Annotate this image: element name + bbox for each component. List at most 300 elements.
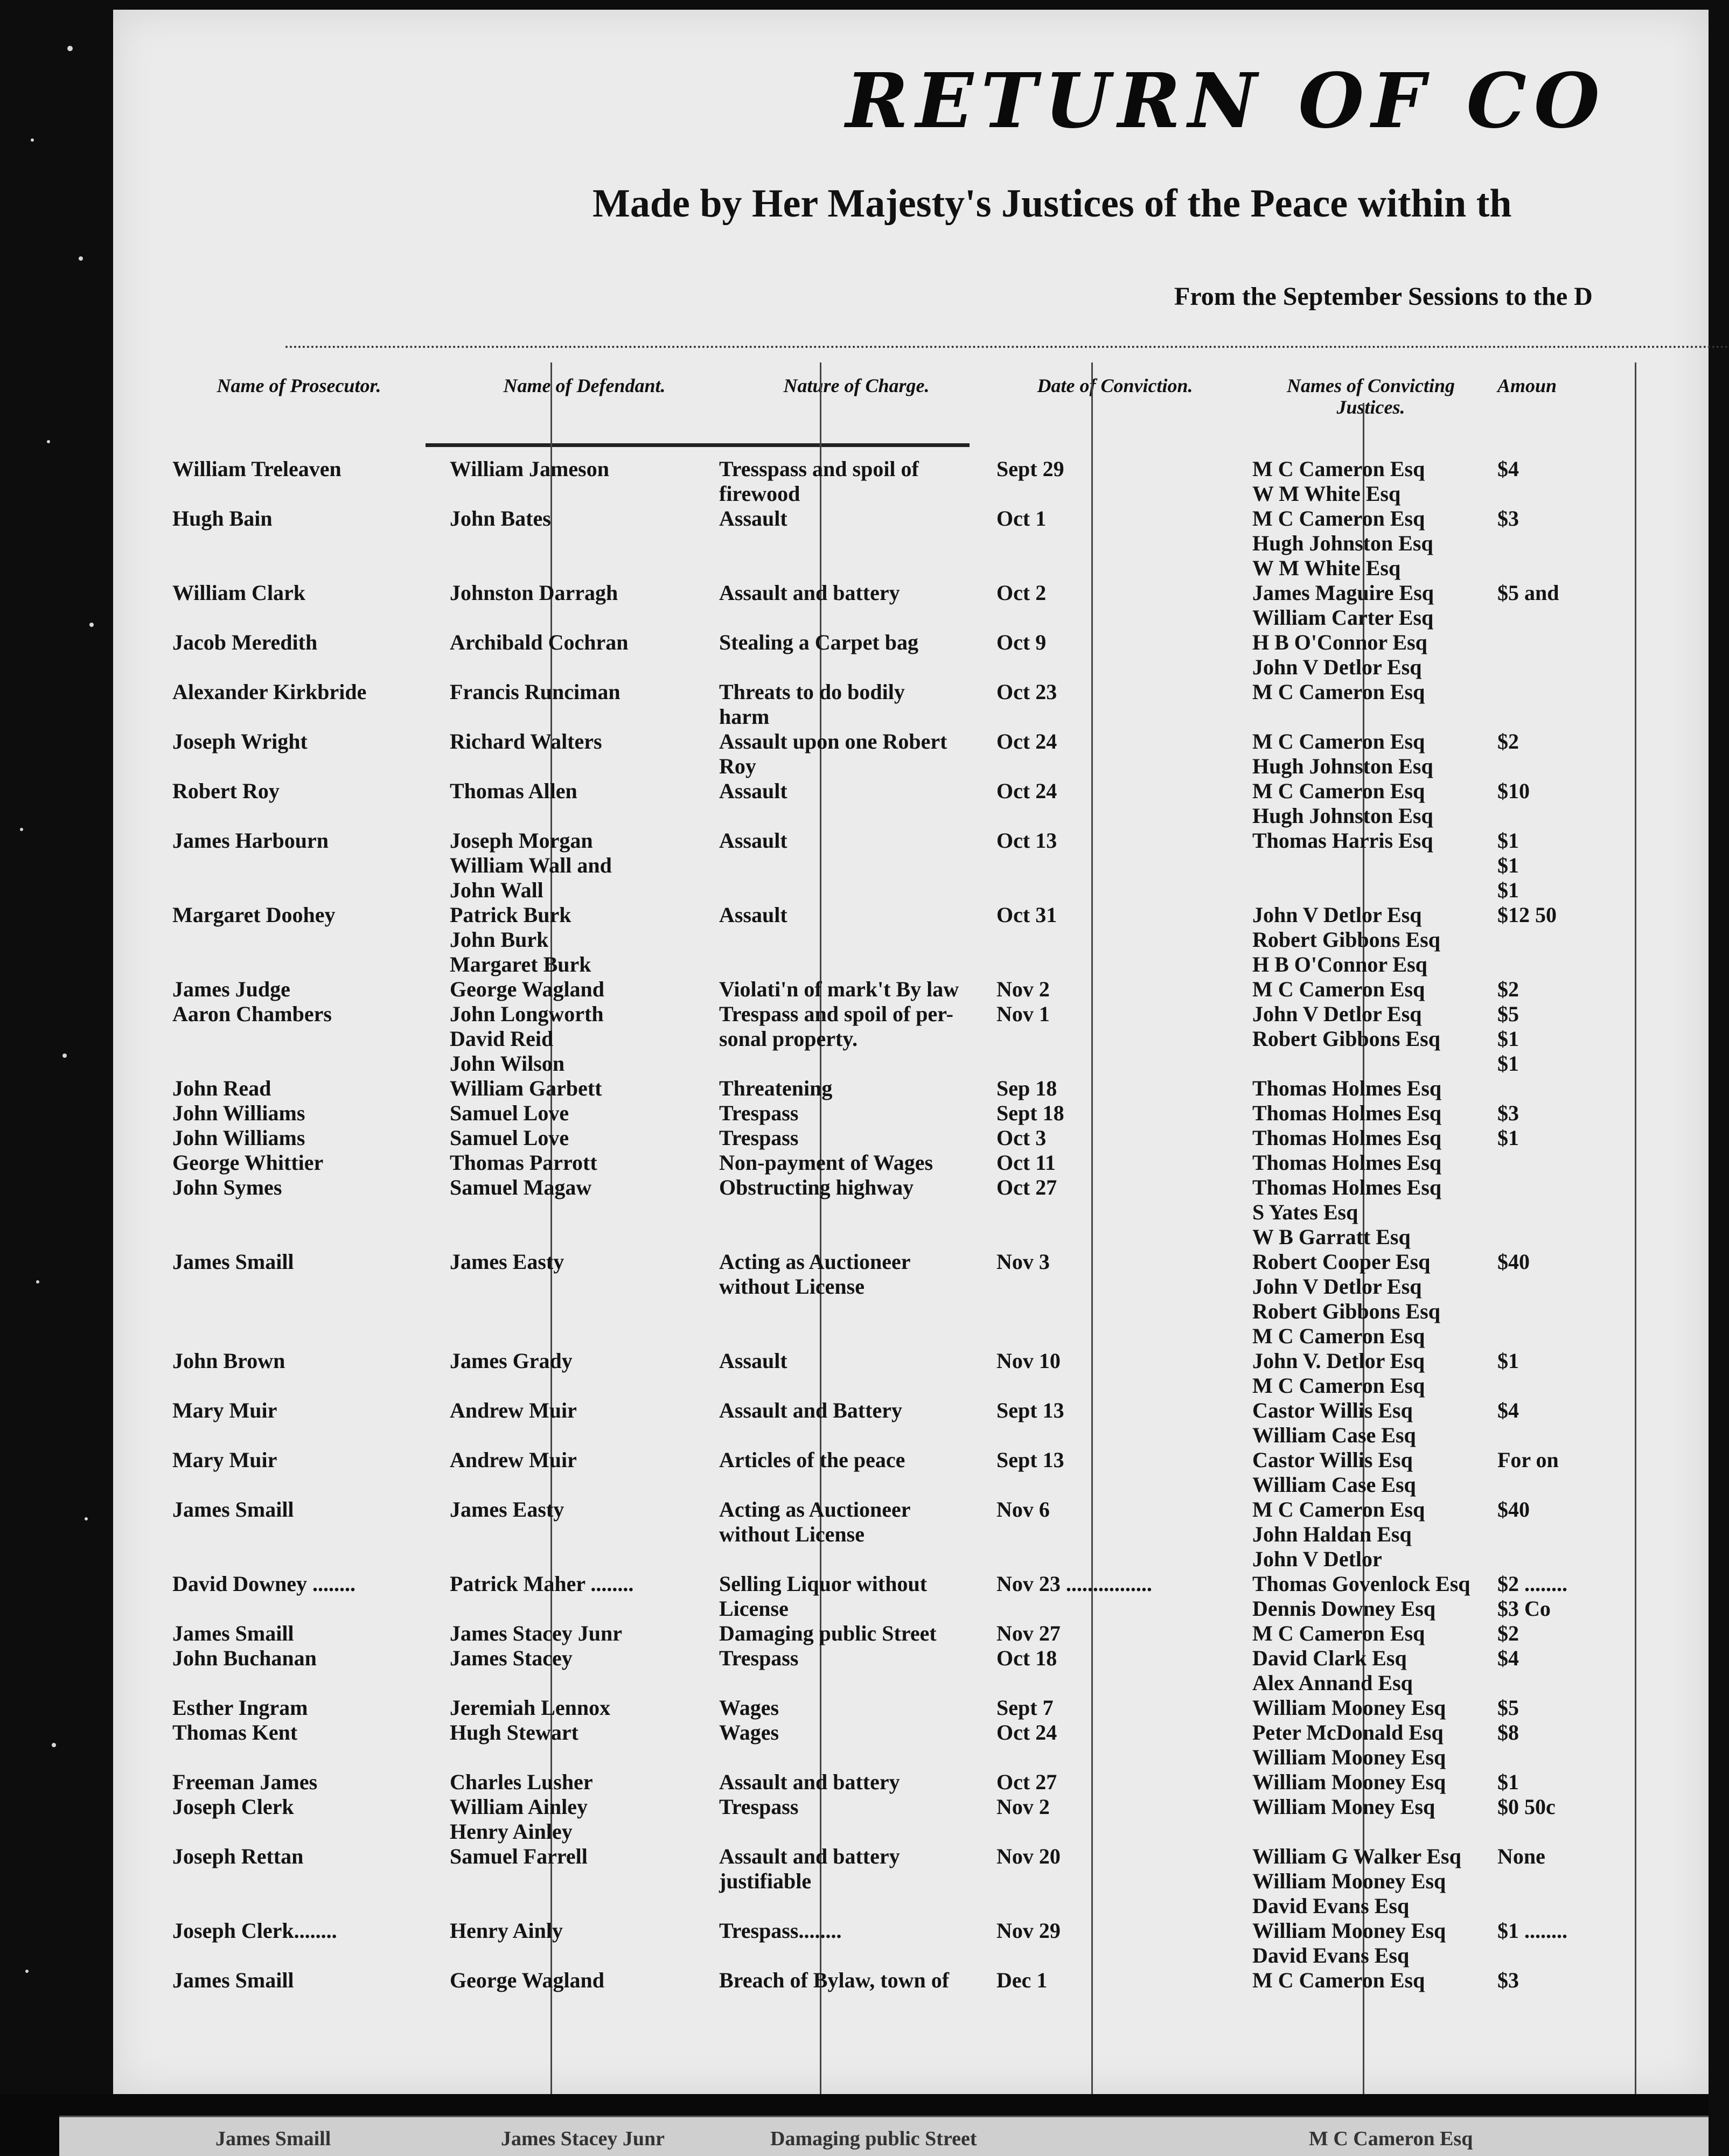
amount-cell [1497, 1497, 1713, 1522]
defendant-cell [450, 1572, 719, 1596]
date-cell [996, 1646, 1233, 1671]
defendant-cell [450, 1175, 719, 1200]
document-period: From the September Sessions to the D [1174, 282, 1593, 311]
justices-cell [1252, 1770, 1484, 1795]
amount-cell-line: $12 50 [1497, 903, 1557, 927]
charge-cell-line: Selling Liquor without [719, 1572, 928, 1596]
prosecutor-cell-line: Mary Muir [172, 1398, 277, 1422]
charge-cell [719, 680, 994, 729]
charge-cell-line: Assault [719, 903, 787, 927]
prosecutor-cell-line: Jacob Meredith [172, 630, 318, 654]
amount-cell-line: None [1497, 1844, 1545, 1868]
date-cell [996, 506, 1233, 531]
charge-cell [719, 457, 994, 506]
defendant-cell [450, 1126, 719, 1150]
charge-cell-line: Articles of the peace [719, 1448, 905, 1472]
amount-cell-line: $5 [1497, 1696, 1519, 1720]
charge-cell [719, 977, 994, 1002]
justices-cell-line: W B Garratt Esq [1252, 1225, 1411, 1249]
justices-cell-line: David Clark Esq [1252, 1646, 1407, 1670]
defendant-cell-line: Samuel Love [450, 1126, 569, 1150]
defendant-cell-line: Richard Walters [450, 729, 602, 753]
cut-row-strip [59, 2116, 1709, 2156]
header-justices: Names of Convicting Justices. [1287, 375, 1455, 418]
prosecutor-cell [172, 1696, 426, 1720]
prosecutor-cell-line: Joseph Rettan [172, 1844, 304, 1868]
date-cell [996, 1076, 1233, 1101]
charge-cell-line: License [719, 1596, 789, 1621]
date-cell-line: Oct 27 [996, 1770, 1057, 1794]
date-cell [996, 1126, 1233, 1150]
prosecutor-cell-line: John Read [172, 1076, 271, 1100]
defendant-cell-line: Henry Ainley [450, 1819, 573, 1844]
header-date: Date of Conviction. [1037, 375, 1193, 396]
prosecutor-cell [172, 1968, 426, 1993]
column-line [820, 362, 821, 2094]
charge-cell-line: justifiable [719, 1869, 812, 1893]
justices-cell-line: M C Cameron Esq [1252, 729, 1425, 753]
date-cell-line: Oct 24 [996, 1720, 1057, 1745]
justices-cell-line: William Mooney Esq [1252, 1696, 1446, 1720]
charge-cell-line: Assault [719, 506, 787, 531]
charge-cell-line: without License [719, 1274, 864, 1299]
justices-cell [1252, 1101, 1484, 1126]
defendant-cell [450, 779, 719, 804]
defendant-cell [450, 1646, 719, 1671]
defendant-cell-line: Johnston Darragh [450, 581, 618, 605]
charge-cell-line: Breach of Bylaw, town of [719, 1968, 950, 1992]
prosecutor-cell [172, 1770, 426, 1795]
defendant-cell-line: Joseph Morgan [450, 828, 593, 853]
charge-cell [719, 1968, 994, 1993]
prosecutor-cell [172, 1349, 426, 1373]
defendant-cell-line: Andrew Muir [450, 1448, 577, 1472]
defendant-cell-line: Henry Ainly [450, 1918, 563, 1943]
date-cell-line: Nov 6 [996, 1497, 1050, 1522]
justices-cell-line: William Carter Esq [1252, 605, 1434, 630]
justices-cell-line: John V Detlor Esq [1252, 1002, 1422, 1026]
defendant-cell [450, 1795, 719, 1844]
prosecutor-cell [172, 1795, 426, 1819]
amount-cell [1497, 506, 1713, 531]
charge-cell [719, 1398, 994, 1423]
defendant-cell-line: Patrick Burk [450, 903, 571, 927]
justices-cell-line: Thomas Holmes Esq [1252, 1175, 1442, 1199]
justices-cell-line: Hugh Johnston Esq [1252, 804, 1433, 828]
defendant-cell-line: John Wall [450, 878, 543, 902]
prosecutor-cell-line: John Symes [172, 1175, 282, 1199]
charge-cell-line: harm [719, 704, 770, 729]
charge-cell [719, 1448, 994, 1473]
amount-cell-line: $1 [1497, 1126, 1519, 1150]
justices-cell-line: William Mooney Esq [1252, 1745, 1446, 1769]
prosecutor-cell [172, 1398, 426, 1423]
defendant-cell-line: James Stacey Junr [450, 1621, 622, 1645]
date-cell-line: Sep 18 [996, 1076, 1057, 1100]
date-cell [996, 1844, 1233, 1869]
charge-cell [719, 581, 994, 605]
date-cell [996, 630, 1233, 655]
justices-cell-line: Robert Gibbons Esq [1252, 1299, 1440, 1323]
justices-cell-line: Robert Cooper Esq [1252, 1250, 1431, 1274]
charge-cell [719, 1076, 994, 1101]
charge-cell-line: Assault [719, 828, 787, 853]
header-defendant: Name of Defendant. [503, 375, 666, 396]
charge-cell [719, 1126, 994, 1150]
amount-cell-line: $5 [1497, 1002, 1519, 1026]
amount-cell-line: $1 [1497, 878, 1519, 902]
amount-cell [1497, 903, 1713, 927]
defendant-cell [450, 1720, 719, 1745]
amount-cell [1497, 581, 1713, 605]
date-cell-line: Oct 18 [996, 1646, 1057, 1670]
prosecutor-cell [172, 1621, 426, 1646]
date-cell-line: Oct 1 [996, 506, 1047, 531]
amount-cell [1497, 1918, 1713, 1943]
amount-cell-line: $1 [1497, 1027, 1519, 1051]
charge-cell-line: sonal property. [719, 1027, 858, 1051]
prosecutor-cell-line: Robert Roy [172, 779, 280, 803]
justices-cell [1252, 1448, 1484, 1497]
amount-cell-line: $3 Co [1497, 1596, 1551, 1621]
justices-cell-line: John V. Detlor Esq [1252, 1349, 1425, 1373]
justices-cell-line: Castor Willis Esq [1252, 1448, 1413, 1472]
justices-cell [1252, 977, 1484, 1002]
amount-cell-line: $5 and [1497, 581, 1559, 605]
defendant-cell [450, 977, 719, 1002]
charge-cell [719, 506, 994, 531]
defendant-cell-line: William Ainley [450, 1795, 588, 1819]
prosecutor-cell-line: James Smaill [172, 1250, 294, 1274]
date-cell [996, 581, 1233, 605]
defendant-cell [450, 1497, 719, 1522]
amount-cell-line: $40 [1497, 1250, 1530, 1274]
prosecutor-cell-line: James Judge [172, 977, 290, 1001]
justices-cell-line: William Money Esq [1252, 1795, 1435, 1819]
date-cell-line: Sept 7 [996, 1696, 1054, 1720]
amount-cell [1497, 1844, 1713, 1869]
amount-cell-line: For on [1497, 1448, 1559, 1472]
prosecutor-cell-line: William Treleaven [172, 457, 341, 481]
justices-cell-line: Dennis Downey Esq [1252, 1596, 1436, 1621]
charge-cell [719, 1349, 994, 1373]
prosecutor-cell-line: Joseph Wright [172, 729, 308, 753]
amount-cell [1497, 1101, 1713, 1126]
prosecutor-cell [172, 903, 426, 927]
header-charge: Nature of Charge. [783, 375, 930, 396]
charge-cell-line: Assault and battery [719, 1770, 900, 1794]
charge-cell-line: Violati'n of mark't By law [719, 977, 959, 1001]
defendant-cell-line: William Garbett [450, 1076, 602, 1100]
justices-cell [1252, 1398, 1484, 1448]
prosecutor-cell [172, 1002, 426, 1027]
date-cell-line: Sept 18 [996, 1101, 1064, 1125]
charge-cell [719, 630, 994, 655]
prosecutor-cell [172, 977, 426, 1002]
charge-cell-line: Trespass [719, 1126, 799, 1150]
date-cell [996, 779, 1233, 804]
cut-row-justices: M C Cameron Esq [1309, 2127, 1473, 2150]
defendant-cell-line: Francis Runciman [450, 680, 621, 704]
defendant-cell-line: Thomas Parrott [450, 1150, 597, 1175]
date-cell-line: Nov 3 [996, 1250, 1050, 1274]
amount-cell [1497, 1398, 1713, 1423]
justices-cell [1252, 1497, 1484, 1572]
justices-cell-line: H B O'Connor Esq [1252, 630, 1427, 654]
prosecutor-cell-line: Thomas Kent [172, 1720, 298, 1745]
defendant-cell-line: John Wilson [450, 1051, 565, 1076]
amount-cell [1497, 1720, 1713, 1745]
amount-cell [1497, 1572, 1713, 1621]
amount-cell [1497, 1696, 1713, 1720]
justices-cell-line: W M White Esq [1252, 482, 1401, 506]
prosecutor-cell [172, 729, 426, 754]
defendant-cell-line: Hugh Stewart [450, 1720, 578, 1745]
amount-cell-line: $1 [1497, 1349, 1519, 1373]
charge-cell-line: firewood [719, 482, 800, 506]
date-cell [996, 457, 1233, 482]
defendant-cell [450, 828, 719, 903]
defendant-cell-line: Archibald Cochran [450, 630, 629, 654]
defendant-cell-line: Samuel Love [450, 1101, 569, 1125]
justices-cell-line: Thomas Harris Esq [1252, 828, 1433, 853]
prosecutor-cell-line: Esther Ingram [172, 1696, 308, 1720]
amount-cell-line: $10 [1497, 779, 1530, 803]
prosecutor-cell-line: John Buchanan [172, 1646, 317, 1670]
defendant-cell-line: John Bates [450, 506, 551, 531]
defendant-cell-line: William Wall and [450, 853, 612, 877]
amount-cell [1497, 1002, 1713, 1076]
amount-cell [1497, 1448, 1713, 1473]
charge-cell-line: Tresspass and spoil of [719, 457, 919, 481]
defendant-cell [450, 680, 719, 704]
justices-cell-line: M C Cameron Esq [1252, 506, 1425, 531]
amount-cell-line: $2 [1497, 1621, 1519, 1645]
date-cell [996, 903, 1233, 927]
amount-cell-line: $2 [1497, 729, 1519, 753]
charge-cell-line: Trespass [719, 1646, 799, 1670]
defendant-cell-line: George Wagland [450, 1968, 605, 1992]
prosecutor-cell-line: James Smaill [172, 1497, 294, 1522]
justices-cell [1252, 1002, 1484, 1051]
charge-cell [719, 1795, 994, 1819]
charge-cell-line: Acting as Auctioneer [719, 1497, 911, 1522]
defendant-cell [450, 1844, 719, 1869]
amount-cell-line: $40 [1497, 1497, 1530, 1522]
charge-cell [719, 1770, 994, 1795]
defendant-cell [450, 1349, 719, 1373]
justices-cell-line: William G Walker Esq [1252, 1844, 1461, 1868]
date-cell [996, 1448, 1233, 1473]
document-title: RETURN OF CO [846, 57, 1607, 145]
prosecutor-cell [172, 1572, 426, 1596]
prosecutor-cell-line: John Brown [172, 1349, 285, 1373]
date-cell [996, 1150, 1233, 1175]
prosecutor-cell-line: Margaret Doohey [172, 903, 336, 927]
document-paper [113, 10, 1709, 2094]
prosecutor-cell-line: Joseph Clerk........ [172, 1918, 337, 1943]
header-amount: Amoun [1497, 375, 1557, 396]
date-cell-line: Nov 2 [996, 977, 1050, 1001]
charge-cell-line: Assault [719, 779, 787, 803]
amount-cell-line: $2 ........ [1497, 1572, 1567, 1596]
date-cell [996, 1720, 1233, 1745]
charge-cell-line: Non-payment of Wages [719, 1150, 933, 1175]
prosecutor-cell [172, 828, 426, 853]
column-line [1091, 362, 1093, 2094]
date-cell-line: Oct 24 [996, 779, 1057, 803]
justices-cell-line: W M White Esq [1252, 556, 1401, 580]
justices-cell-line: M C Cameron Esq [1252, 1373, 1425, 1398]
justices-cell-line: John V Detlor Esq [1252, 1274, 1422, 1299]
justices-cell-line: Castor Willis Esq [1252, 1398, 1413, 1422]
amount-cell-line: $4 [1497, 457, 1519, 481]
table-header [113, 360, 1709, 451]
date-cell-line: Sept 13 [996, 1398, 1064, 1422]
defendant-cell [450, 1696, 719, 1720]
justices-cell [1252, 506, 1484, 581]
date-cell-line: Oct 31 [996, 903, 1057, 927]
charge-cell-line: Stealing a Carpet bag [719, 630, 918, 654]
date-cell [996, 1349, 1233, 1373]
justices-cell [1252, 1175, 1484, 1250]
amount-cell-line: $3 [1497, 1968, 1519, 1992]
date-cell [996, 1572, 1233, 1596]
header-underline [426, 443, 970, 447]
prosecutor-cell-line: James Harbourn [172, 828, 329, 853]
charge-cell [719, 828, 994, 853]
defendant-cell-line: Patrick Maher ........ [450, 1572, 634, 1596]
prosecutor-cell [172, 779, 426, 804]
justices-cell [1252, 1150, 1484, 1175]
amount-cell [1497, 1250, 1713, 1274]
justices-cell [1252, 1795, 1484, 1819]
prosecutor-cell-line: Mary Muir [172, 1448, 277, 1472]
defendant-cell [450, 457, 719, 482]
justices-cell-line: Alex Annand Esq [1252, 1671, 1413, 1695]
defendant-cell [450, 630, 719, 655]
justices-cell-line: John V Detlor Esq [1252, 655, 1422, 679]
prosecutor-cell [172, 457, 426, 482]
justices-cell-line: William Mooney Esq [1252, 1770, 1446, 1794]
cut-row-prosecutor: James Smaill [215, 2127, 331, 2150]
justices-cell-line: David Evans Esq [1252, 1894, 1410, 1918]
date-cell [996, 828, 1233, 853]
date-cell [996, 680, 1233, 704]
amount-cell [1497, 1646, 1713, 1671]
date-cell-line: Sept 13 [996, 1448, 1064, 1472]
charge-cell [719, 1175, 994, 1200]
prosecutor-cell [172, 1448, 426, 1473]
charge-cell-line: Assault and battery [719, 1844, 900, 1868]
date-cell [996, 1918, 1233, 1943]
defendant-cell-line: Samuel Farrell [450, 1844, 588, 1868]
charge-cell-line: without License [719, 1522, 864, 1546]
amount-cell-line: $8 [1497, 1720, 1519, 1745]
date-cell [996, 1497, 1233, 1522]
justices-cell-line: Thomas Holmes Esq [1252, 1150, 1442, 1175]
date-cell [996, 1770, 1233, 1795]
charge-cell [719, 1646, 994, 1671]
defendant-cell [450, 1398, 719, 1423]
charge-cell [719, 1918, 994, 1943]
column-line [1635, 362, 1636, 2094]
document-subtitle: Made by Her Majesty's Justices of the Peace within th [592, 182, 1512, 226]
date-cell-line: Oct 11 [996, 1150, 1056, 1175]
justices-cell-line: Hugh Johnston Esq [1252, 754, 1433, 778]
date-cell-line: Oct 27 [996, 1175, 1057, 1199]
defendant-cell [450, 1448, 719, 1473]
date-cell [996, 977, 1233, 1002]
amount-cell [1497, 977, 1713, 1002]
justices-cell-line: Robert Gibbons Esq [1252, 927, 1440, 952]
defendant-cell [450, 729, 719, 754]
justices-cell-line: M C Cameron Esq [1252, 977, 1425, 1001]
prosecutor-cell-line: George Whittier [172, 1150, 324, 1175]
justices-cell-line: S Yates Esq [1252, 1200, 1358, 1224]
date-cell [996, 1968, 1233, 1993]
defendant-cell-line: John Burk [450, 927, 549, 952]
charge-cell-line: Trespass [719, 1795, 799, 1819]
justices-cell [1252, 680, 1484, 704]
prosecutor-cell [172, 1720, 426, 1745]
amount-cell-line: $3 [1497, 1101, 1519, 1125]
justices-cell-line: William Case Esq [1252, 1473, 1416, 1497]
amount-cell-line: $3 [1497, 506, 1519, 531]
date-cell [996, 1101, 1233, 1126]
defendant-cell [450, 1101, 719, 1126]
charge-cell-line: Trespass and spoil of per- [719, 1002, 953, 1026]
amount-cell [1497, 1770, 1713, 1795]
amount-cell [1497, 828, 1713, 903]
prosecutor-cell [172, 1175, 426, 1200]
justices-cell [1252, 729, 1484, 779]
prosecutor-cell [172, 680, 426, 704]
defendant-cell-line: Margaret Burk [450, 952, 591, 976]
defendant-cell [450, 1150, 719, 1175]
charge-cell-line: Wages [719, 1696, 779, 1720]
amount-cell [1497, 729, 1713, 754]
prosecutor-cell-line: Joseph Clerk [172, 1795, 294, 1819]
defendant-cell [450, 903, 719, 977]
justices-cell [1252, 1646, 1484, 1696]
date-cell [996, 1002, 1233, 1027]
justices-cell-line: M C Cameron Esq [1252, 779, 1425, 803]
defendant-cell-line: Thomas Allen [450, 779, 577, 803]
date-cell-line: Oct 23 [996, 680, 1057, 704]
date-cell-line: Nov 2 [996, 1795, 1050, 1819]
charge-cell-line: Assault and Battery [719, 1398, 903, 1422]
justices-cell [1252, 1968, 1484, 1993]
justices-cell-line: Thomas Holmes Esq [1252, 1101, 1442, 1125]
justices-cell [1252, 1349, 1484, 1398]
prosecutor-cell [172, 1250, 426, 1274]
charge-cell-line: Damaging public Street [719, 1621, 937, 1645]
defendant-cell-line: James Easty [450, 1497, 564, 1522]
charge-cell [719, 1002, 994, 1051]
amount-cell-line: $1 [1497, 1770, 1519, 1794]
justices-cell [1252, 1918, 1484, 1968]
date-cell-line: Nov 29 [996, 1918, 1061, 1943]
defendant-cell [450, 1076, 719, 1101]
justices-cell-line: M C Cameron Esq [1252, 1968, 1425, 1992]
prosecutor-cell-line: Aaron Chambers [172, 1002, 332, 1026]
defendant-cell-line: Samuel Magaw [450, 1175, 592, 1199]
amount-cell [1497, 1126, 1713, 1150]
prosecutor-cell [172, 1497, 426, 1522]
charge-cell [719, 1572, 994, 1621]
justices-cell-line: John V Detlor [1252, 1547, 1382, 1571]
